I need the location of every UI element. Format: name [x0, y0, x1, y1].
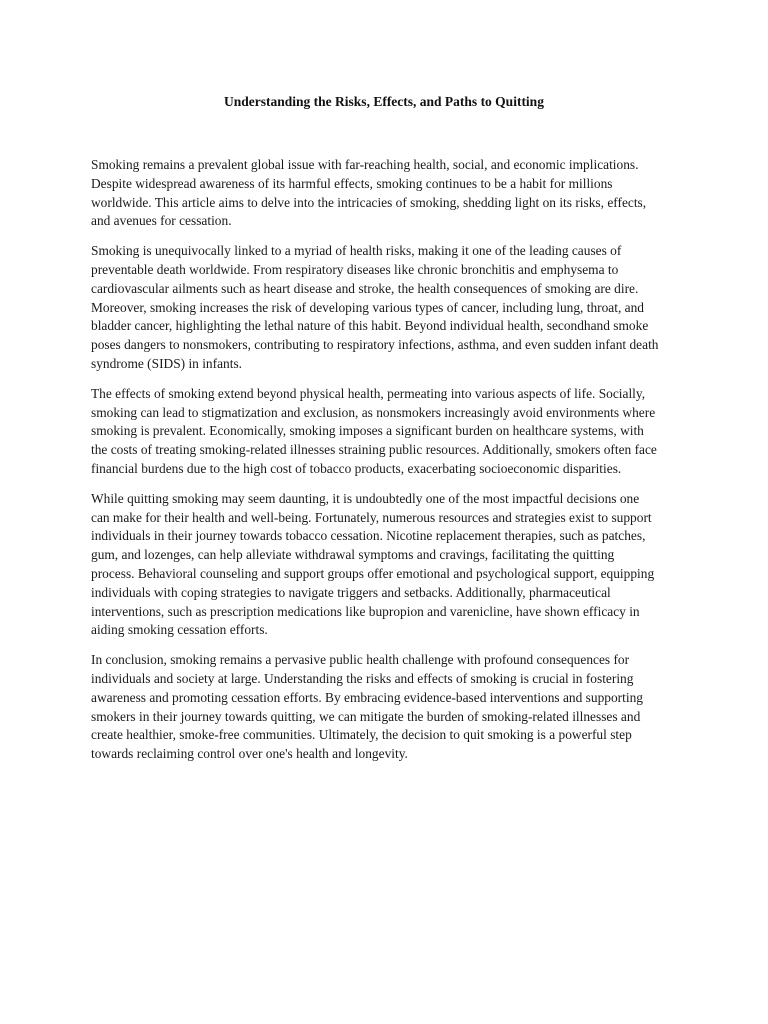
text-line: Despite widespread awareness of its harmful effects, smoking continues to be a habit for millions: [91, 175, 613, 191]
text-line: Smoking remains a prevalent global issue with far-reaching health, social, and economic implications.: [91, 157, 639, 172]
text-line: worldwide. This article aims to delve into the intricacies of smoking, shedding light on its risks, effects,: [91, 194, 647, 210]
text-line: Smoking is unequivocally linked to a myriad of health risks, making it one of the leading causes of: [91, 243, 622, 259]
text-line: Moreover, smoking increases the risk of developing various types of cancer, including lung, throat, and: [91, 299, 645, 315]
text-line: smoking is prevalent. Economically, smoking imposes a significant burden on healthcare systems, with: [91, 423, 644, 439]
paragraph-conclusion: [91, 651, 691, 764]
paragraph-health-risks: [91, 242, 691, 374]
text-line: syndrome (SIDS) in infants.: [91, 355, 243, 371]
paragraph-effects: [91, 385, 691, 479]
text-line: individuals and society at large. Understanding the risks and effects of smoking is crucial in fostering: [91, 670, 634, 686]
text-line: and avenues for cessation.: [91, 213, 232, 229]
text-line: cardiovascular ailments such as heart disease and stroke, the health consequences of smoking are dire.: [91, 280, 639, 296]
text-line: poses dangers to nonsmokers, contributing to respiratory infections, asthma, and even sudden infant death: [91, 337, 659, 353]
text-line: preventable death worldwide. From respiratory diseases like chronic bronchitis and emphysema to: [91, 261, 619, 277]
document-body: [91, 156, 691, 775]
paragraph-quitting: [91, 490, 691, 640]
text-line: towards reclaiming control over one's health and longevity.: [91, 746, 408, 762]
text-line: can make for their health and well-being. Fortunately, numerous resources and strategies exist to support: [91, 509, 652, 525]
text-line: awareness and promoting cessation efforts. By embracing evidence-based interventions and supporting: [91, 689, 643, 705]
text-line: financial burdens due to the high cost of tobacco products, exacerbating socioeconomic disparities.: [91, 460, 622, 476]
text-line: smokers in their journey towards quitting, we can mitigate the burden of smoking-related illnesses and: [91, 708, 641, 724]
text-line: the costs of treating smoking-related illnesses straining public resources. Additionally, smokers often face: [91, 442, 657, 458]
text-line: bladder cancer, highlighting the lethal nature of this habit. Beyond individual health, secondhand smoke: [91, 318, 649, 334]
text-line: individuals in their journey towards tobacco cessation. Nicotine replacement therapies, such as patches,: [91, 528, 646, 544]
text-line: The effects of smoking extend beyond physical health, permeating into various aspects of life. Socially,: [91, 385, 646, 401]
text-line: individuals with coping strategies to navigate triggers and setbacks. Additionally, pharmaceutical: [91, 584, 611, 600]
text-line: While quitting smoking may seem daunting, it is undoubtedly one of the most impactful decisions one: [91, 490, 640, 506]
text-line: gum, and lozenges, can help alleviate withdrawal symptoms and cravings, facilitating the quitting: [91, 547, 615, 563]
text-line: smoking can lead to stigmatization and exclusion, as nonsmokers increasingly avoid environments where: [91, 404, 656, 420]
text-line: create healthier, smoke-free communities. Ultimately, the decision to quit smoking is a powerful step: [91, 727, 632, 743]
text-line: interventions, such as prescription medications like bupropion and varenicline, have shown efficacy in: [91, 603, 640, 619]
document-title: Understanding the Risks, Effects, and Paths to Quitting: [224, 94, 544, 109]
text-line: In conclusion, smoking remains a pervasive public health challenge with profound consequences for: [91, 652, 630, 668]
paragraph-introduction: [91, 156, 691, 231]
text-line: aiding smoking cessation efforts.: [91, 622, 268, 638]
text-line: process. Behavioral counseling and support groups offer emotional and psychological support, equipping: [91, 565, 655, 581]
